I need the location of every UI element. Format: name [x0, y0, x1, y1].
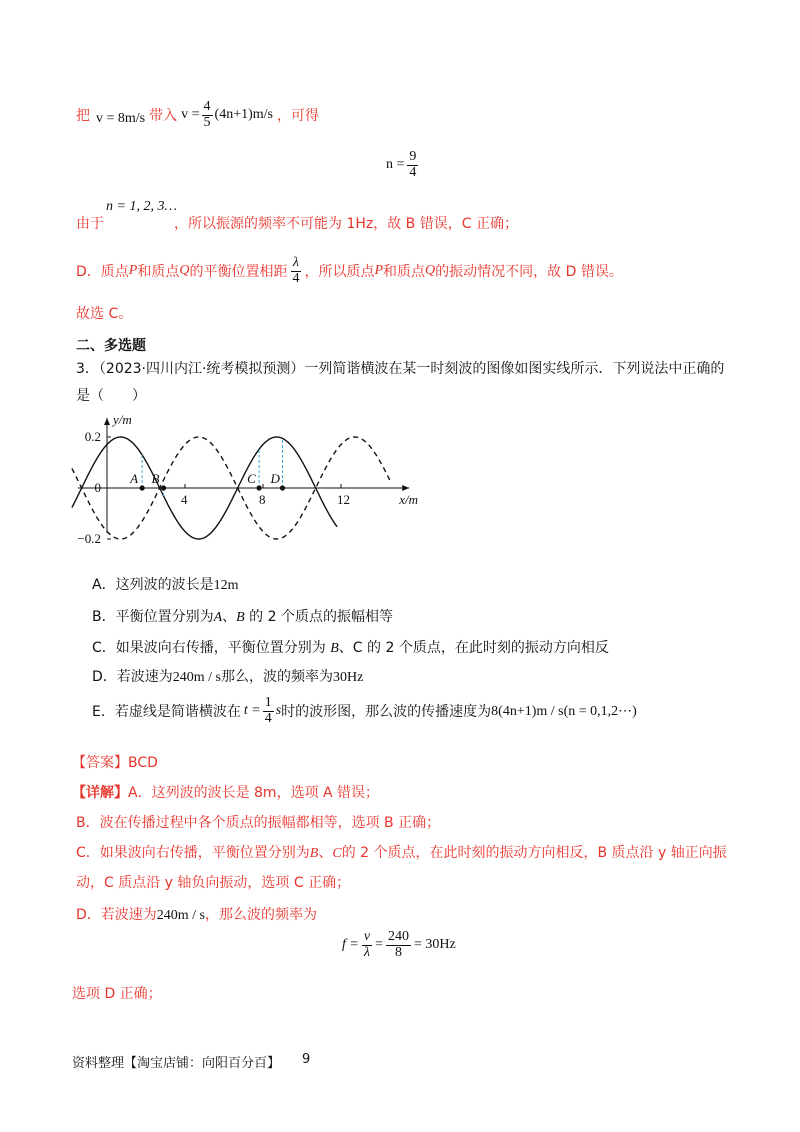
y-axis-label: y/m	[113, 412, 132, 427]
option-d[interactable]: D．若波速为240m / s那么，波的频率为30Hz	[92, 669, 364, 685]
detail-c1: C．如果波向右传播，平衡位置分别为B、C的 2 个质点，在此时刻的振动方向相反，B 质点沿 y 轴正向振	[76, 845, 727, 861]
point-C	[257, 485, 262, 490]
x-tick-label: 4	[181, 492, 188, 507]
option-c[interactable]: C．如果波向右传播，平衡位置分别为 B、C 的 2 个质点，在此时刻的振动方向相反	[92, 640, 609, 656]
option-b[interactable]: B．平衡位置分别为A、B 的 2 个质点的振幅相等	[92, 609, 393, 625]
detail-a: 【详解】A．这列波的波长是 8m，选项 A 错误；	[72, 785, 380, 801]
point-A-label: A	[130, 471, 139, 486]
frequency-formula: f = $\frac{v}{\lambda}$ = $\frac{240}{8}$ = 30Hz	[342, 929, 456, 960]
question-line2: 是（ ）	[76, 388, 146, 404]
x-tick-label: 12	[337, 492, 350, 507]
page-number: 9	[302, 1052, 311, 1067]
point-D	[280, 485, 285, 490]
point-B-label: B	[151, 471, 160, 486]
question-line1: 3．（2023·四川内江·统考模拟预测）一列简谐横波在某一时刻波的图像如图实线所示．下列说法中正确的	[76, 361, 725, 377]
detail-d: D．若波速为240m / s，那么波的频率为	[76, 907, 318, 923]
point-C-label: C	[247, 471, 256, 486]
prev-line1-t3: ，可得	[276, 108, 319, 125]
detail-d-end: 选项 D 正确；	[72, 986, 162, 1002]
option-e[interactable]: E．若虚线是简谐横波在 t = $\frac{1}{4}$ s 时的波形图，那么波的传播速度为 8(4n+1)m / s(n = 0,1,2⋯)	[92, 695, 637, 726]
y-axis-arrow	[104, 418, 110, 425]
formula-fraction: $\frac{4}{5}$	[203, 99, 211, 130]
prev-line1-t2: 带入	[149, 108, 178, 125]
prev-conclusion: 故选 C。	[76, 306, 133, 322]
formula-lhs: v =	[181, 107, 200, 123]
x-axis-arrow	[402, 485, 409, 491]
footer-text: 资料整理【淘宝店铺：向阳百分百】	[72, 1056, 281, 1071]
y-tick-label: −0.2	[77, 531, 101, 546]
n-result: n = $\frac{9}{4}$	[386, 149, 417, 180]
prev-line1	[76, 100, 319, 130]
prev-line3-t1: 由于	[76, 216, 104, 232]
y-tick-label: 0.2	[84, 429, 101, 444]
section-title: 二、多选题	[76, 338, 146, 354]
n-set: n = 1, 2, 3…	[106, 199, 177, 214]
point-A	[140, 485, 145, 490]
lambda-quarter: $\frac{\lambda}{4}$	[292, 255, 300, 286]
point-D-label: D	[270, 471, 280, 486]
wave-chart	[70, 408, 430, 548]
velocity-eq: v = 8m/s	[96, 111, 146, 127]
prev-line1-t1: 把	[76, 108, 90, 125]
x-tick-label: 8	[259, 492, 266, 507]
detail-b: B．波在传播过程中各个质点的振幅都相等，选项 B 正确；	[76, 815, 441, 831]
prev-line3-t2: ，所以振源的频率不可能为 1Hz，故 B 错误，C 正确；	[174, 216, 518, 232]
point-B	[161, 485, 166, 490]
detail-c2: 动，C 质点沿 y 轴负向振动，选项 C 正确；	[76, 875, 351, 891]
y-tick-label: 0	[94, 480, 101, 495]
x-axis-label: x/m	[399, 492, 419, 507]
formula-rhs: (4n+1)m/s	[214, 107, 273, 123]
option-a[interactable]: A．这列波的波长是12m	[92, 577, 239, 593]
answer: 【答案】BCD	[72, 755, 158, 771]
prev-line4: D．质点 P 和质点 Q 的平衡位置相距 $\frac{\lambda}{4}$ ，所以质点 P 和质点 Q 的振动情况不同，故 D 错误。	[76, 255, 623, 286]
